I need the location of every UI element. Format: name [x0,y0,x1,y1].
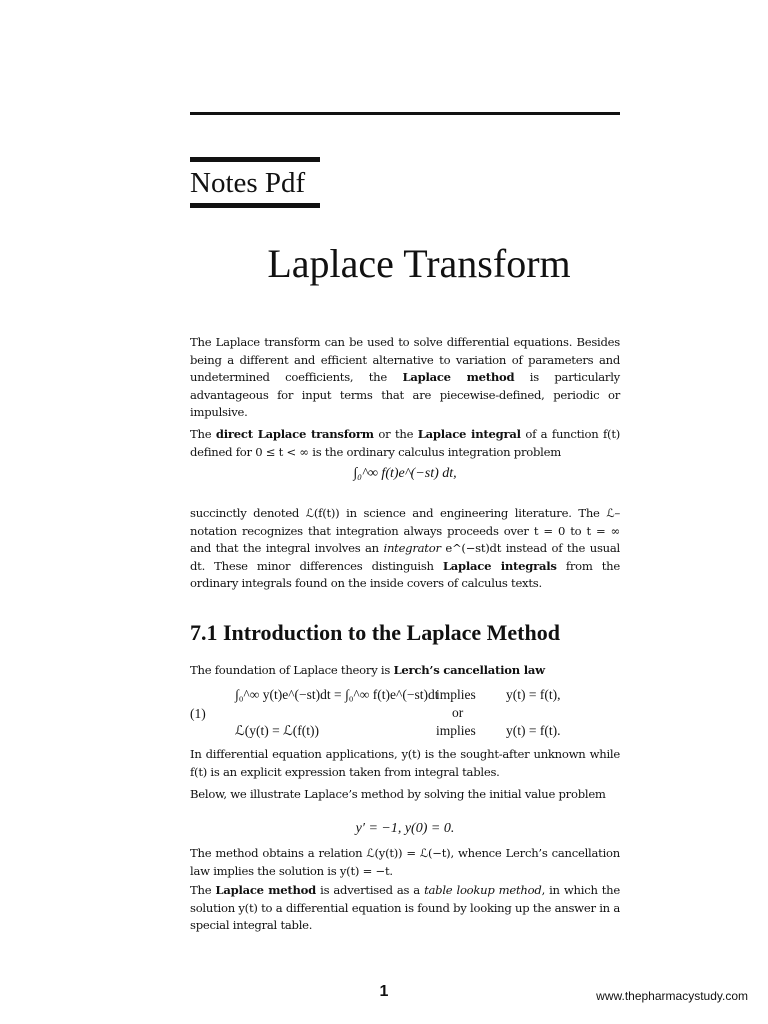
text-run: is advertised as a [316,883,425,897]
text-run: or the [373,427,418,441]
bold-term: Lerch’s cancellation law [393,663,545,677]
equation-row-1-mid: implies [436,687,476,702]
lerch-equation-block [190,686,620,742]
bold-term: Laplace method [215,883,317,897]
intro-paragraph-2 [190,426,620,461]
text-run: The [190,883,216,897]
intro-paragraph-1 [190,334,620,422]
text-run: succinctly denoted ℒ(f(t)) in science and engineering literature. The ℒ–notation recognizes that integration always proceeds over t = 0 to t = ∞ and that the integral involves an [190,506,620,555]
bold-term: Laplace integral [417,427,521,441]
section-paragraph-1 [190,662,620,680]
equation-row-2-rhs: y(t) = f(t). [506,723,561,738]
laplace-integral-formula: ∫₀^∞ f(t)e^(−st) dt, [353,466,457,481]
notes-tag-label: Notes Pdf [190,167,306,199]
text-run: The Laplace transform can be used to solve differential equations. Besides being a different and efficient alternative to variation of parameters and undetermined coefficients, the [190,335,620,384]
notes-tag [190,157,320,208]
text-run: e^(−st)dt instead of the usual dt. These minor differences distinguish [190,541,620,573]
bold-term: Laplace method [402,370,515,384]
bold-term: Laplace integrals [442,558,557,573]
equation-row-1-lhs: ∫₀^∞ y(t)e^(−st)dt = ∫₀^∞ f(t)e^(−st)dt [235,687,439,702]
equation-row-2-mid: implies [436,723,476,738]
text-run: The foundation of Laplace theory is [190,663,394,677]
text-run: of a function f(t) defined for 0 ≤ t < ∞ is the ordinary calculus integration problem [190,427,621,459]
bold-term: direct Laplace transform [215,427,374,441]
intro-paragraph-3 [190,505,620,593]
section-paragraph-5 [190,882,620,935]
equation-row-1-rhs: y(t) = f(t), [506,687,561,702]
section-paragraph-3: Below, we illustrate Laplace’s method by solving the initial value problem [190,787,606,801]
equation-number: (1) [190,706,206,721]
text-run: is particularly advantageous for input terms that are piecewise-defined, periodic or impulsive. [190,370,620,419]
initial-value-problem: y′ = −1, y(0) = 0. [355,821,455,836]
text-run: , in which the solution y(t) to a differential equation is found by looking up the answer in a special integral table. [190,883,621,932]
page-number: 1 [379,983,389,1000]
section-heading: 7.1 Introduction to the Laplace Method [190,620,560,645]
text-run: The [190,427,216,441]
text-run: from the ordinary integrals found on the inside covers of calculus texts. [190,558,620,590]
italic-term: integrator [383,541,441,555]
equation-or: or [452,705,464,720]
section-paragraph-4: The method obtains a relation ℒ(y(t)) = ℒ(−t), whence Lerch’s cancellation law implies the solution is y(t) = −t. [190,846,620,878]
website-url[interactable]: www.thepharmacystudy.com [596,989,748,1003]
equation-row-2-lhs: ℒ(y(t) = ℒ(f(t)) [235,723,320,738]
italic-term: table lookup method [424,883,542,897]
document-title: Laplace Transform [267,241,571,286]
section-paragraph-2: In differential equation applications, y(t) is the sought-after unknown while f(t) is an explicit expression taken from integral tables. [190,747,620,779]
top-rule [190,112,620,115]
tag-bottom-bar [190,203,320,208]
